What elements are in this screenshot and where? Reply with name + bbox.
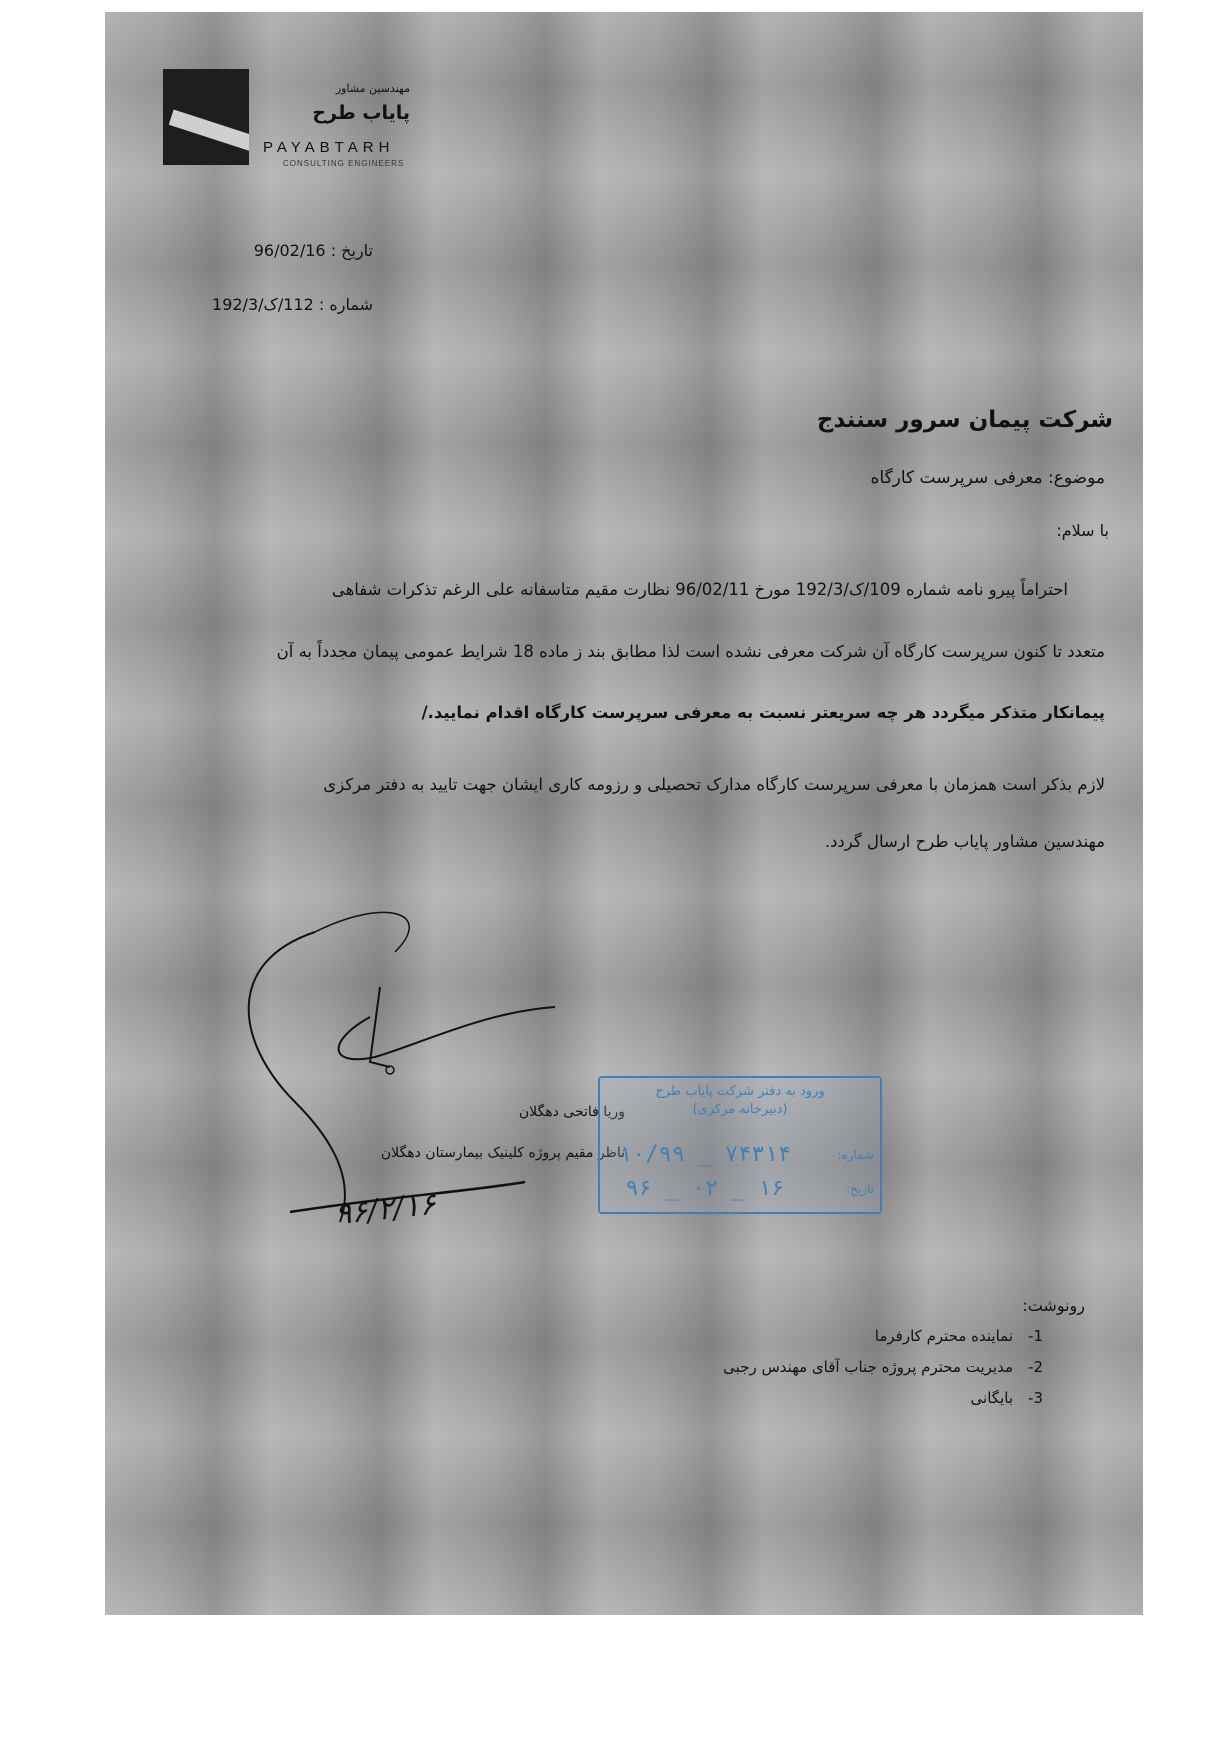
letterhead-small-text: مهندسین مشاور [335, 82, 410, 95]
date-label: تاریخ : [330, 241, 373, 260]
date-value: 96/02/16 [253, 241, 326, 260]
stamp-date-value: ۹۶ _ ۰۲ _ ۱۶ [625, 1176, 785, 1201]
cc-item: 3-بایگانی [970, 1389, 1043, 1407]
stamp-number-value: ۱۰/۹۹ _ ۷۴۳۱۴ [618, 1142, 792, 1167]
company-logo-icon [163, 69, 249, 165]
scanned-letter [105, 12, 1143, 1615]
signer-title: ناظر مقیم پروژه کلینیک بیمارستان دهگلان [380, 1145, 625, 1161]
body-line-2: متعدد تا کنون سرپرست کارگاه آن شرکت معرفی نشده است لذا مطابق بند ز ماده 18 شرایط عمومی پیمان مجدداً به آن [276, 642, 1105, 661]
received-stamp [598, 1076, 882, 1214]
signer-name: وریا فاتحی دهگلان [518, 1104, 625, 1120]
stamp-title: ورود به دفتر شرکت پایاب طرح [655, 1084, 825, 1099]
greeting: با سلام: [1056, 521, 1109, 540]
cc-title: رونوشت: [1022, 1296, 1085, 1315]
subject-line: موضوع: معرفی سرپرست کارگاه [870, 468, 1105, 488]
letterhead-name-en: PAYABTARH [263, 139, 395, 156]
stamp-subtitle: (دبیرخانه مرکزی) [692, 1102, 788, 1117]
number-label: شماره : [318, 295, 373, 314]
cc-list [723, 1327, 1043, 1420]
number-value: 112/ک/192/3 [212, 295, 314, 314]
recipient-heading: شرکت پیمان سرور سنندج [816, 407, 1113, 433]
body-line-5: مهندسین مشاور پایاب طرح ارسال گردد. [824, 832, 1105, 851]
cc-item: 1-نماینده محترم کارفرما [874, 1327, 1043, 1345]
stamp-number-label: شماره: [837, 1148, 874, 1162]
letter-date [254, 241, 373, 260]
stamp-date-label: تاریخ: [846, 1182, 874, 1196]
body-line-3: پیمانکار متذکر میگردد هر چه سریعتر نسبت به معرفی سرپرست کارگاه اقدام نمایید./ [421, 703, 1105, 722]
letter-number [212, 295, 373, 314]
body-line-4: لازم بذکر است همزمان با معرفی سرپرست کارگاه مدارک تحصیلی و رزومه کاری ایشان جهت تایید به دفتر مرکزی [323, 775, 1105, 794]
letterhead-subtitle-en: CONSULTING ENGINEERS [283, 159, 405, 168]
letterhead-name-fa: پایاب طرح [312, 102, 410, 124]
handwritten-date: ۹۶/۲/۱۶ [333, 1186, 438, 1233]
cc-item: 2-مدیریت محترم پروژه جناب آقای مهندس رجبی [723, 1358, 1043, 1376]
body-line-1: احتراماً پیرو نامه شماره 109/ک/192/3 مورخ 96/02/11 نظارت مقیم متاسفانه علی الرغم تذکرات شفاهی [331, 580, 1068, 599]
